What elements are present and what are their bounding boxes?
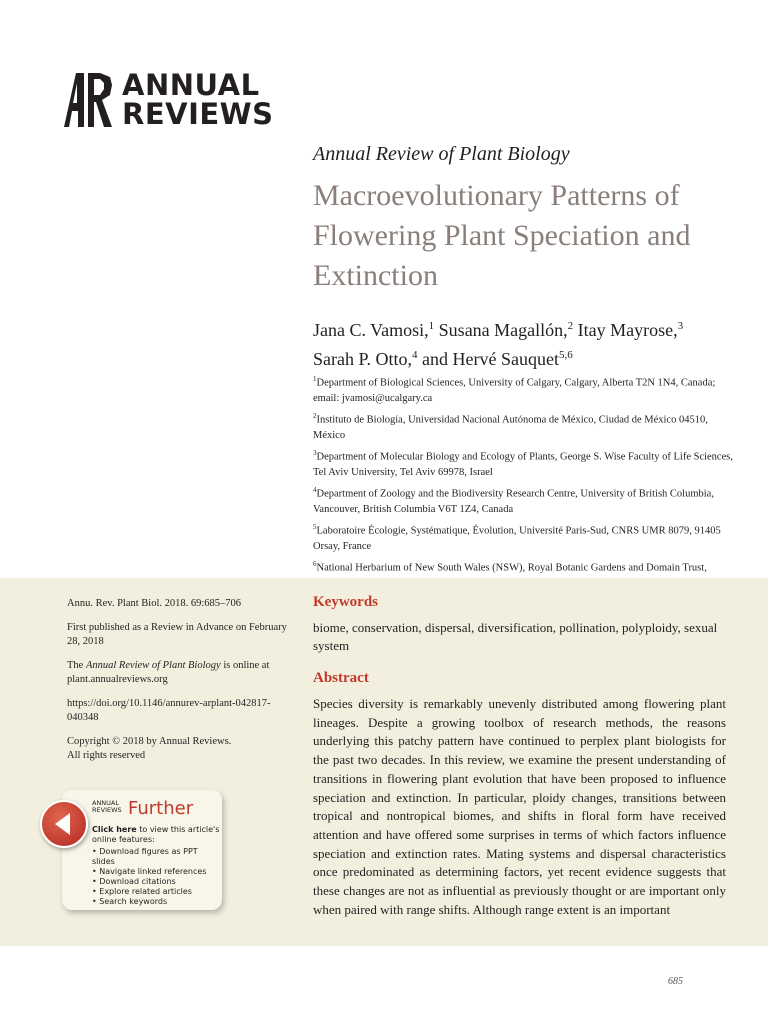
further-panel[interactable] [62, 790, 222, 910]
keywords-text: biome, conservation, dispersal, diversification, pollination, polyploidy, sexual system [313, 620, 718, 653]
play-arrow-icon[interactable] [40, 800, 88, 848]
doi-link[interactable]: https://doi.org/10.1146/annurev-arplant-042817-040348 [67, 698, 271, 723]
affiliation: $^4$Department of Zoology and the Biodiversity Research Centre, University of British Columbia, Vancouver, British Columbia V6T 1Z4, Canada [313, 486, 714, 515]
author[interactable]: Susana Magallón,$^2$ [438, 320, 574, 340]
logo-line-2: REVIEWS [122, 97, 274, 131]
author[interactable]: Sarah P. Otto,$^4$ [313, 349, 418, 369]
keywords-abstract [313, 594, 726, 919]
annual-reviews-logo-icon [64, 73, 114, 127]
page-number: 685 [668, 976, 683, 987]
abstract-text: Species diversity is remarkably unevenly distributed among flowering plant lineages. Despite a growing toolbox of research methods, the reasons underlying this patchy pattern have continued to perplex plant biologists for the past two decades. In this review, we examine the present understanding of transitions in flowering plant evolution that have been proposed to influence speciation and extinction. In particular, ploidy changes, transitions between tropical and nontropical biomes, and shifts in floral form have received attention and have offered some surprises in terms of which factors influence speciation and extinction rates. Mating systems and dispersal characteristics once predominated as determining factors, yet recent evidence suggests that these changes are not as influential as previously thought or are important only when paired with range shifts. Although range extent is an important [313, 696, 726, 917]
further-description: Click here to view this article's online features: • Download figures as PPT slides • Navigate linked references • Download citations • Explore related articles • Search keywords [92, 825, 220, 907]
online-info: The Annual Review of Plant Biology is online at plant.annualreviews.org [67, 660, 270, 685]
citation: Annu. Rev. Plant Biol. 2018. 69:685–706 [67, 598, 242, 609]
affiliation: $^6$National Herbarium of New South Wales (NSW), Royal Botanic Gardens and Domain Trust, [313, 560, 707, 574]
further-feature: • Search keywords [92, 897, 220, 907]
journal-name: Annual Review of Plant Biology [313, 143, 570, 165]
author[interactable]: Itay Mayrose,$^3$ [577, 320, 684, 340]
further-feature-list [92, 847, 220, 907]
article-title: Macroevolutionary Patterns of Flowering Plant Speciation and Extinction [313, 179, 691, 292]
logo-wordmark [122, 68, 274, 131]
annual-reviews-logo [64, 68, 274, 131]
affiliation: $^5$Laboratoire Écologie, Systématique, Évolution, Université Paris-Sud, CNRS UMR 8079, 91405 Orsay, France [313, 523, 721, 552]
first-published: First published as a Review in Advance on February 28, 2018 [67, 622, 287, 647]
further-feature: • Download figures as PPT slides [92, 847, 220, 867]
keywords-heading: Keywords [313, 594, 378, 610]
click-here-link[interactable]: Click here [92, 825, 137, 834]
affiliation-list [313, 372, 733, 594]
abstract-heading: Abstract [313, 670, 369, 686]
author-list [313, 314, 733, 372]
affiliation: $^2$Instituto de Biología, Universidad Nacional Autónoma de México, Ciudad de México 04510, México [313, 412, 708, 441]
further-feature: • Download citations [92, 877, 220, 887]
further-feature: • Explore related articles [92, 887, 220, 897]
further-feature: • Navigate linked references [92, 867, 220, 877]
logo-line-1: ANNUAL [122, 68, 260, 102]
further-title: Further [128, 798, 194, 819]
copyright: Copyright © 2018 by Annual Reviews. All rights reserved [67, 736, 232, 761]
author[interactable]: Jana C. Vamosi,$^1$ [313, 320, 435, 340]
affiliation: $^1$Department of Biological Sciences, University of Calgary, Calgary, Alberta T2N 1N4, Canada; email: jvamosi@ucalgary.ca [313, 375, 716, 404]
affiliation: $^3$Department of Molecular Biology and Ecology of Plants, George S. Wise Faculty of Life Sciences, Tel Aviv University, Tel Aviv 69978, Israel [313, 449, 733, 478]
author[interactable]: and Hervé Sauquet$^{5,6}$ [422, 349, 573, 369]
further-brand: ANNUAL REVIEWS [92, 799, 122, 814]
article-info-sidebar [67, 597, 287, 773]
